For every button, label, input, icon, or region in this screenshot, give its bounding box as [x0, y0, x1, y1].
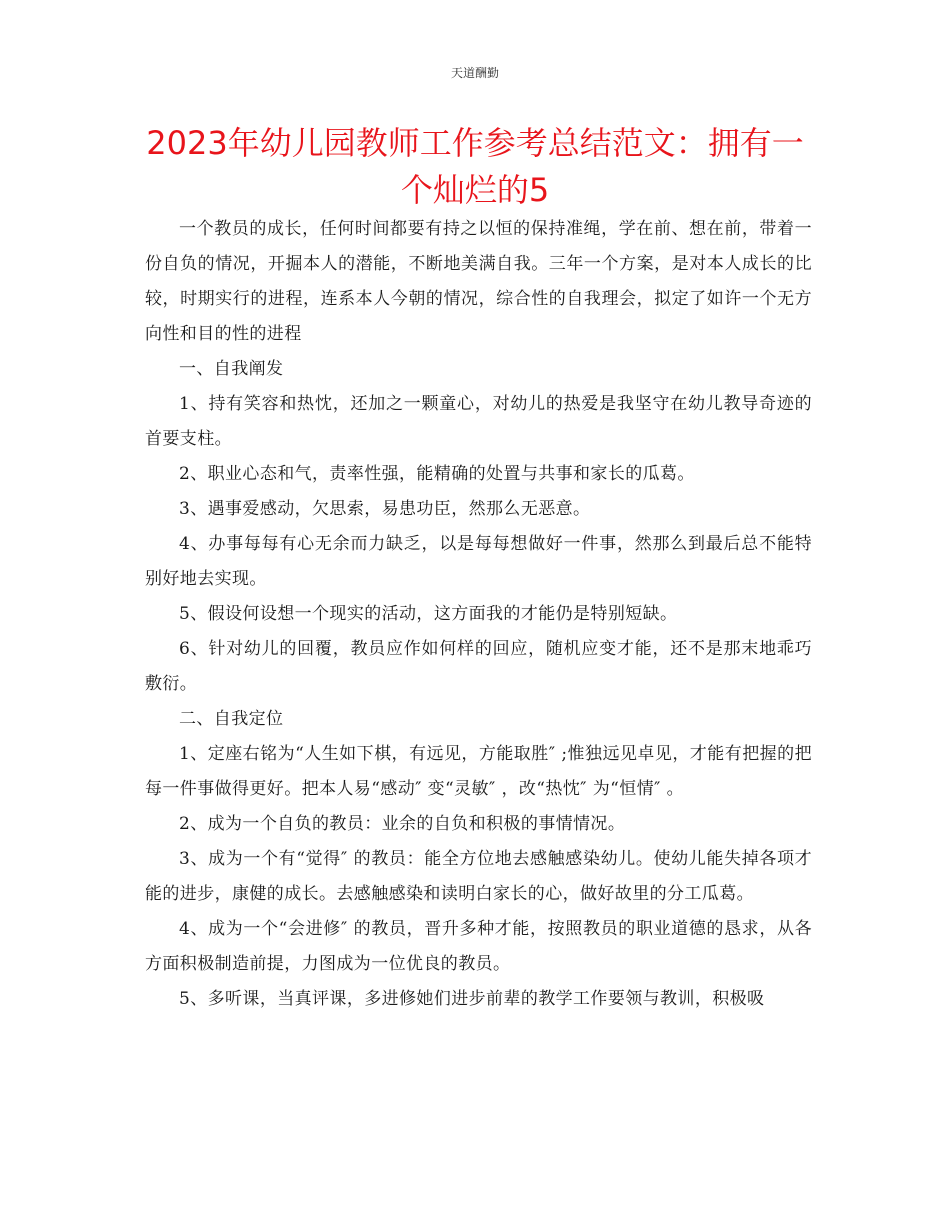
page-header: 天道酬勤: [450, 66, 499, 80]
section-heading-self-positioning: 二、自我定位: [179, 709, 284, 729]
list-item: 2、成为一个自负的教员：业余的自负和积极的事情情况。: [179, 814, 626, 834]
document-body: [145, 212, 812, 1017]
list-item: 1、定座右铭为“人生如下棋，有远见，方能取胜″ ;惟独远见卓见，才能有把握的把每一件事做得更好。把本人易“感动″ 变“灵敏″ ，改“热忱″ 为“恒情″ 。: [145, 744, 812, 799]
intro-paragraph: 一个教员的成长，任何时间都要有持之以恒的保持准绳，学在前、想在前，带着一份自负的情况，开掘本人的潜能，不断地美满自我。三年一个方案，是对本人成长的比较，时期实行的进程，连系本人今朝的情况，综合性的自我理会，拟定了如许一个无方向性和目的性的进程: [145, 219, 812, 344]
list-item: 6、针对幼儿的回覆，教员应作如何样的回应，随机应变才能，还不是那末地乖巧敷衍。: [145, 639, 812, 694]
list-item: 3、成为一个有“觉得″ 的教员：能全方位地去感触感染幼儿。使幼儿能失掉各项才能的进步，康健的成长。去感触感染和读明白家长的心，做好故里的分工瓜葛。: [145, 849, 812, 904]
list-item: 4、办事每每有心无余而力缺乏，以是每每想做好一件事，然那么到最后总不能特别好地去实现。: [145, 534, 812, 589]
list-item: 4、成为一个“会进修″ 的教员，晋升多种才能，按照教员的职业道德的恳求，从各方面积极制造前提，力图成为一位优良的教员。: [145, 919, 812, 974]
list-item: 1、持有笑容和热忱，还加之一颗童心，对幼儿的热爱是我坚守在幼儿教导奇迹的首要支柱。: [145, 394, 812, 449]
section-heading-self-analysis: 一、自我阐发: [179, 359, 284, 379]
list-item: 2、职业心态和气，责率性强，能精确的处置与共事和家长的瓜葛。: [179, 464, 695, 484]
list-item: 5、假设何设想一个现实的活动，这方面我的才能仍是特别短缺。: [179, 604, 678, 624]
list-item: 5、多听课，当真评课，多进修她们进步前辈的教学工作要领与教训，积极吸: [179, 989, 765, 1009]
list-item: 3、遇事爱感动，欠思索，易患功臣，然那么无恶意。: [179, 499, 591, 519]
document-title: 2023年幼儿园教师工作参考总结范文：拥有一个灿烂的5: [146, 124, 804, 209]
